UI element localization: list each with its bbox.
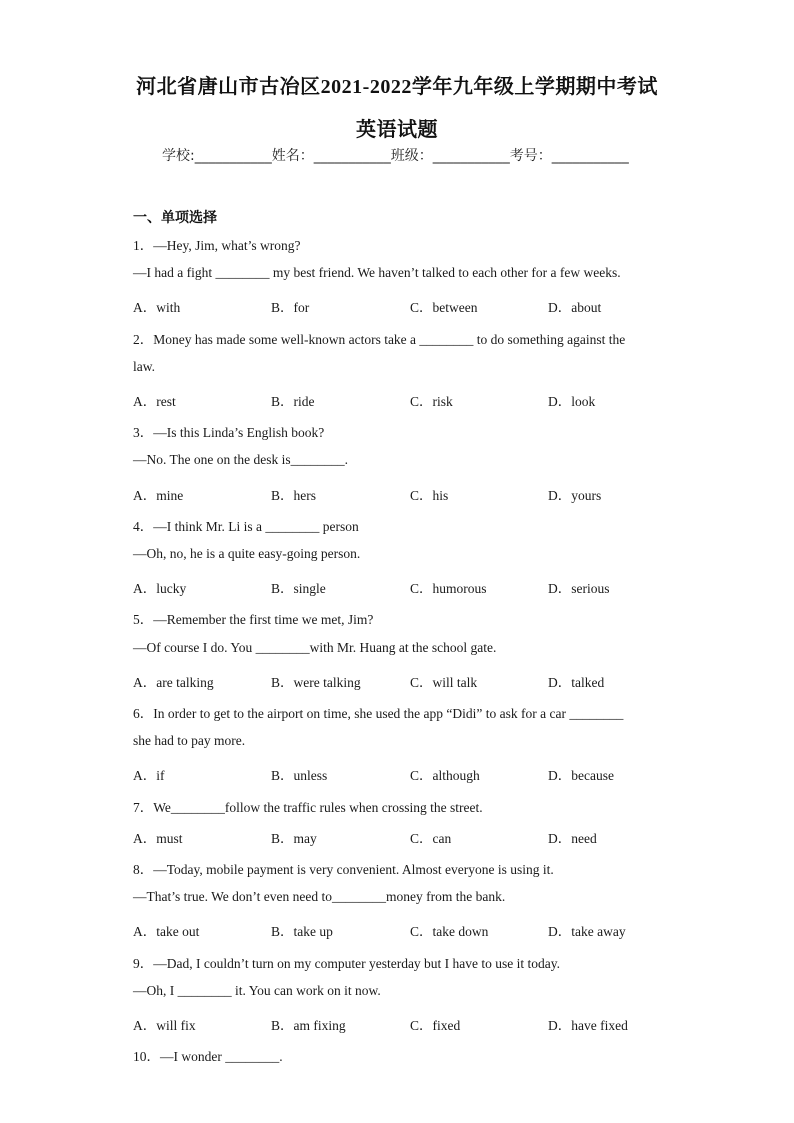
answer-option[interactable]: C．fixed [410, 1018, 461, 1033]
answer-option[interactable]: A．will fix [133, 1018, 196, 1033]
question-stem: 7．We________follow the traffic rules when crossing the street. [133, 799, 483, 815]
answer-option[interactable]: A．take out [133, 924, 200, 940]
answer-option[interactable]: A．with [133, 300, 181, 316]
answer-option[interactable]: B．take up [271, 924, 333, 940]
answer-option[interactable]: C．his [410, 487, 449, 503]
answer-option[interactable]: C．humorous [410, 581, 487, 597]
answer-option[interactable]: B．hers [271, 487, 316, 503]
answer-option[interactable]: C．although [410, 768, 480, 784]
student-info-line: 学校:___________姓名：___________班级：___________考号：___________ [162, 148, 629, 164]
answer-option[interactable]: A．lucky [133, 581, 187, 597]
question-line: —I had a fight ________ my best friend. We haven’t talked to each other for a few weeks. [133, 265, 621, 281]
section-title: 一、单项选择 [133, 210, 217, 226]
question-line: —Of course I do. You ________with Mr. Huang at the school gate. [133, 639, 497, 655]
question-stem: 5．—Remember the first time we met, Jim? [133, 612, 374, 628]
answer-option[interactable]: A．if [133, 768, 165, 784]
answer-option[interactable]: C．can [410, 830, 452, 846]
question-line: —Oh, I ________ it. You can work on it now. [133, 982, 381, 998]
answer-option[interactable]: B．ride [271, 394, 315, 409]
answer-option[interactable]: D．need [548, 830, 597, 846]
question-line: law. [133, 358, 155, 374]
answer-option[interactable]: D．serious [548, 581, 610, 597]
question-stem: 2．Money has made some well-known actors take a ________ to do something against the [133, 331, 626, 347]
question-line: she had to pay more. [133, 733, 246, 749]
answer-option[interactable]: D．take away [548, 924, 626, 940]
answer-option[interactable]: D．look [548, 394, 596, 409]
question-line: —No. The one on the desk is________. [133, 452, 348, 468]
question-line: —Oh, no, he is a quite easy-going person. [133, 546, 361, 561]
question-stem: 9．—Dad, I couldn’t turn on my computer yesterday but I have to use it today. [133, 955, 561, 971]
question-line: —That’s true. We don’t even need to________money from the bank. [133, 889, 506, 905]
answer-option[interactable]: D．about [548, 300, 602, 316]
answer-option[interactable]: A．rest [133, 394, 176, 409]
answer-option[interactable]: D．because [548, 768, 614, 784]
answer-option[interactable]: D．have fixed [548, 1018, 628, 1033]
answer-option[interactable]: B．single [271, 581, 326, 597]
answer-option[interactable]: C．risk [410, 394, 453, 409]
question-stem: 4．—I think Mr. Li is a ________ person [133, 518, 359, 534]
answer-option[interactable]: B．unless [271, 768, 328, 784]
question-stem: 8．—Today, mobile payment is very convenient. Almost everyone is using it. [133, 862, 554, 877]
exam-title: 河北省唐山市古冶区2021-2022学年九年级上学期期中考试 [136, 76, 658, 98]
question-stem: 1．—Hey, Jim, what’s wrong? [133, 238, 301, 253]
answer-option[interactable]: B．may [271, 830, 317, 846]
question-stem: 6．In order to get to the airport on time, she used the app “Didi” to ask for a car ________ [133, 706, 624, 721]
question-stem: 10．—I wonder ________. [133, 1049, 283, 1065]
answer-option[interactable]: C．will talk [410, 674, 478, 690]
answer-option[interactable]: C．take down [410, 924, 489, 940]
question-stem: 3．—Is this Linda’s English book? [133, 425, 325, 441]
answer-option[interactable]: A．are talking [133, 674, 214, 690]
answer-option[interactable]: A．mine [133, 487, 184, 503]
answer-option[interactable]: D．yours [548, 487, 602, 503]
answer-option[interactable]: D．talked [548, 674, 605, 690]
answer-option[interactable]: A．must [133, 830, 183, 846]
answer-option[interactable]: B．am fixing [271, 1018, 346, 1033]
answer-option[interactable]: C．between [410, 300, 478, 316]
answer-option[interactable]: B．were talking [271, 674, 361, 690]
answer-option[interactable]: B．for [271, 300, 310, 316]
exam-subtitle: 英语试题 [356, 119, 438, 141]
